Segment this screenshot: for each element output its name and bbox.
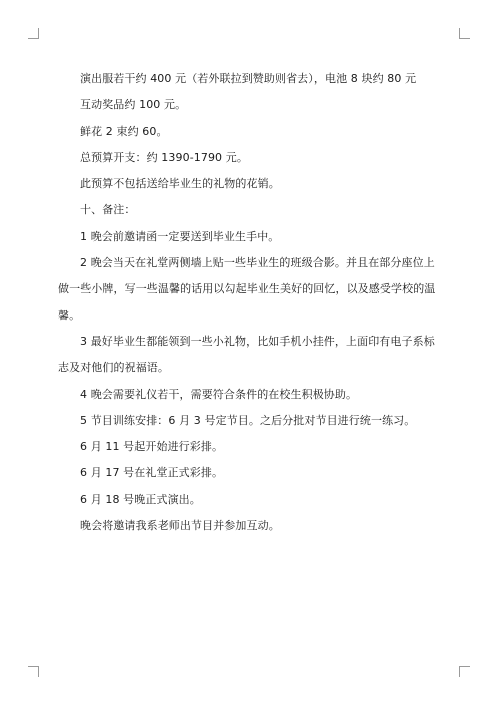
corner-mark-top-right — [459, 28, 470, 39]
paragraph-costume-battery-cost: 演出服若干约 400 元（若外联拉到赞助则省去），电池 8 块约 80 元 — [80, 72, 417, 85]
note-item-4: 4 晚会需要礼仪若干，需要符合条件的在校生积极协助。 — [80, 387, 358, 401]
paragraph-prize-cost: 互动奖品约 100 元。 — [80, 98, 187, 112]
document-body — [58, 66, 442, 539]
paragraph-flower-cost: 鲜花 2 束约 60。 — [80, 124, 168, 138]
paragraph-budget-exclusion: 此预算不包括送给毕业生的礼物的花销。 — [80, 177, 280, 191]
note-item-5: 5 节目训练安排：6 月 3 号定节目。之后分批对节目进行统一练习。 — [80, 413, 416, 427]
corner-mark-top-left — [28, 28, 39, 39]
schedule-performance: 6 月 18 号晚正式演出。 — [80, 492, 201, 506]
corner-mark-bottom-left — [28, 666, 39, 677]
note-item-1: 1 晚会前邀请函一定要送到毕业生手中。 — [80, 229, 280, 243]
section-heading-notes: 十、备注： — [80, 203, 136, 217]
corner-mark-bottom-right — [459, 666, 470, 677]
note-item-3: 3 最好毕业生都能领到一些小礼物，比如手机小挂件，上面印有电子系标志及对他们的祝福语。 — [58, 334, 435, 375]
paragraph-teacher-participation: 晚会将邀请我系老师出节目并参加互动。 — [80, 519, 280, 533]
schedule-rehearsal-start: 6 月 11 号起开始进行彩排。 — [80, 440, 224, 454]
paragraph-total-budget: 总预算开支：约 1390-1790 元。 — [80, 150, 248, 164]
note-item-2: 2 晚会当天在礼堂两侧墙上贴一些毕业生的班级合影。并且在部分座位上做一些小牌，写一些温馨的话用以勾起毕业生美好的回忆，以及感受学校的温馨。 — [58, 256, 436, 322]
schedule-formal-rehearsal: 6 月 17 号在礼堂正式彩排。 — [80, 466, 224, 480]
